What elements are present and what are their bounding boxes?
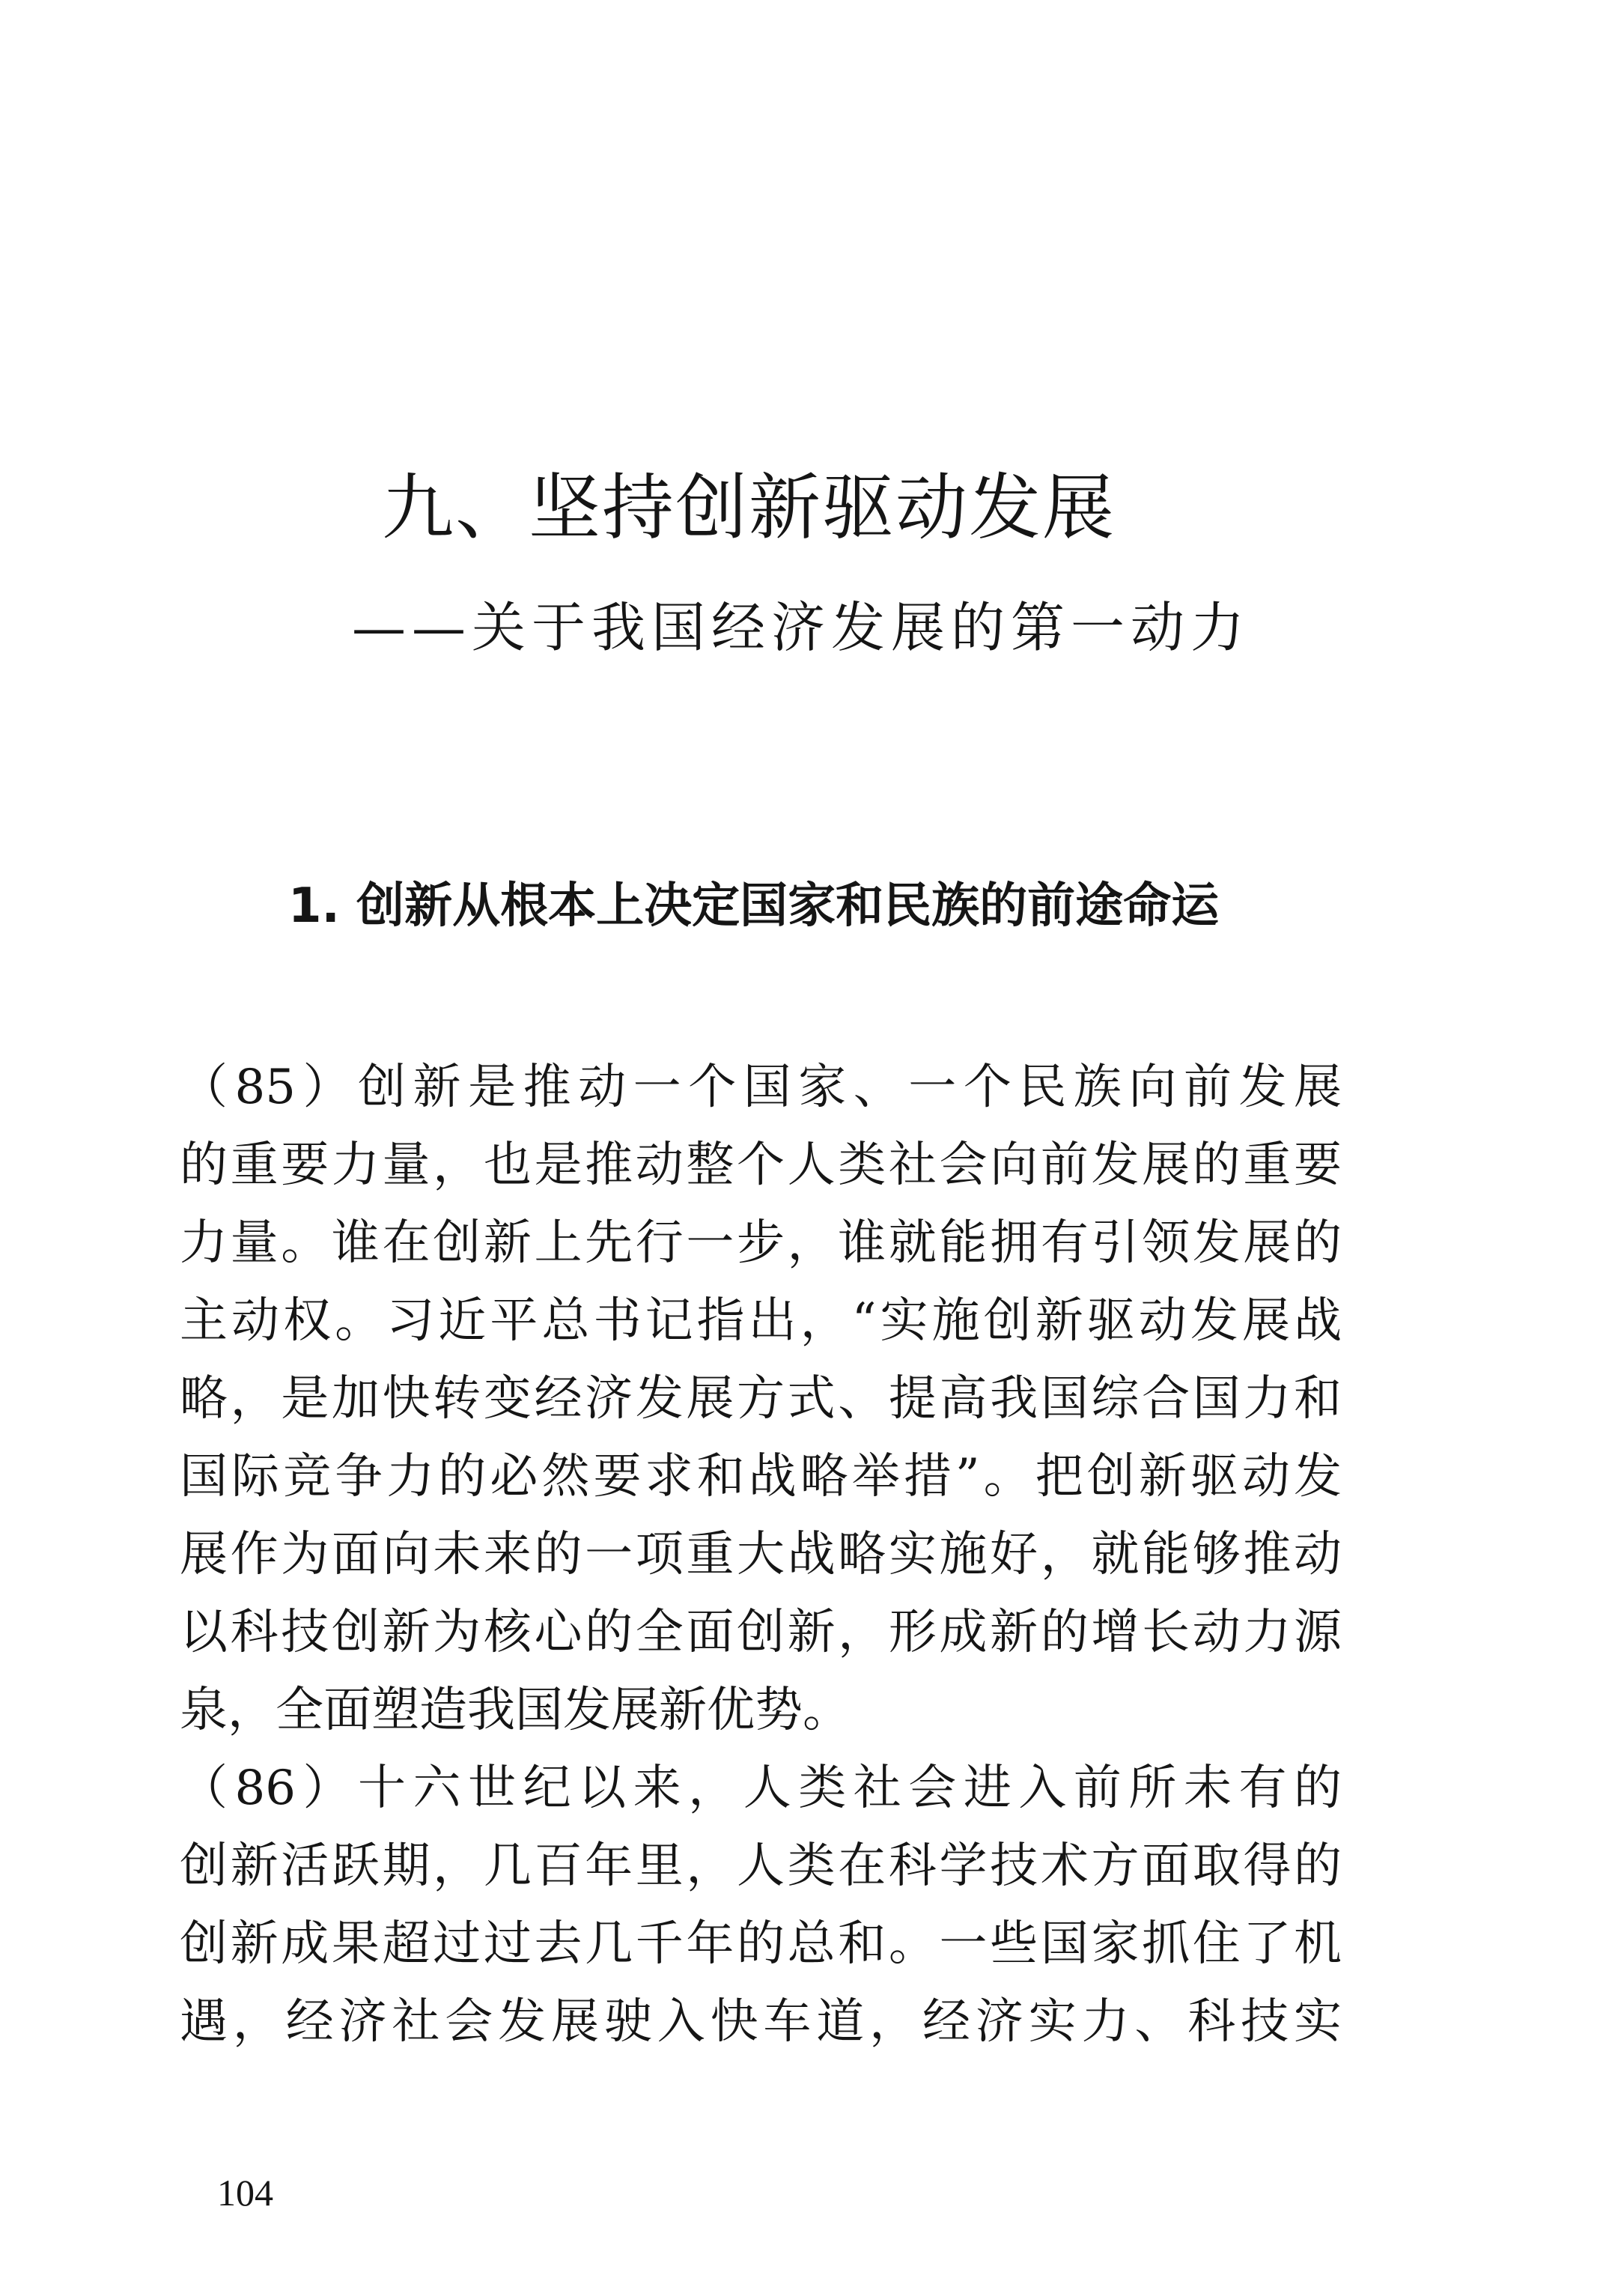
text-line: 以科技创新为核心的全面创新，形成新的增长动力源 (180, 1605, 1342, 1660)
text-line: （86）十六世纪以来，人类社会进入前所未有的 (180, 1761, 1342, 1816)
paragraph-85 (180, 1048, 1342, 1749)
chapter-title: 九、坚持创新驱动发展 (382, 466, 1116, 550)
text-line: 略，是加快转变经济发展方式、提高我国综合国力和 (180, 1371, 1342, 1427)
text-line: 创新活跃期，几百年里，人类在科学技术方面取得的 (180, 1838, 1342, 1894)
text-line: 力量。谁在创新上先行一步，谁就能拥有引领发展的 (180, 1215, 1342, 1271)
text-line: 的重要力量，也是推动整个人类社会向前发展的重要 (180, 1138, 1342, 1193)
text-line: 遇，经济社会发展驶入快车道，经济实力、科技实 (180, 1994, 1342, 2050)
text-line: 国际竞争力的必然要求和战略举措”。把创新驱动发 (180, 1449, 1342, 1504)
page-number: 104 (217, 2172, 273, 2214)
text-line: 创新成果超过过去几千年的总和。一些国家抓住了机 (180, 1916, 1342, 1972)
section-heading: 1. 创新从根本上决定国家和民族的前途命运 (288, 878, 1220, 934)
text-line: 泉，全面塑造我国发展新优势。 (180, 1683, 851, 1738)
text-line: （85）创新是推动一个国家、一个民族向前发展 (180, 1060, 1342, 1115)
chapter-subtitle: ——关于我国经济发展的第一动力 (352, 596, 1251, 659)
text-line: 展作为面向未来的一项重大战略实施好，就能够推动 (180, 1527, 1342, 1582)
text-line: 主动权。习近平总书记指出，“实施创新驱动发展战 (180, 1293, 1342, 1349)
paragraph-86 (180, 1749, 1342, 2061)
